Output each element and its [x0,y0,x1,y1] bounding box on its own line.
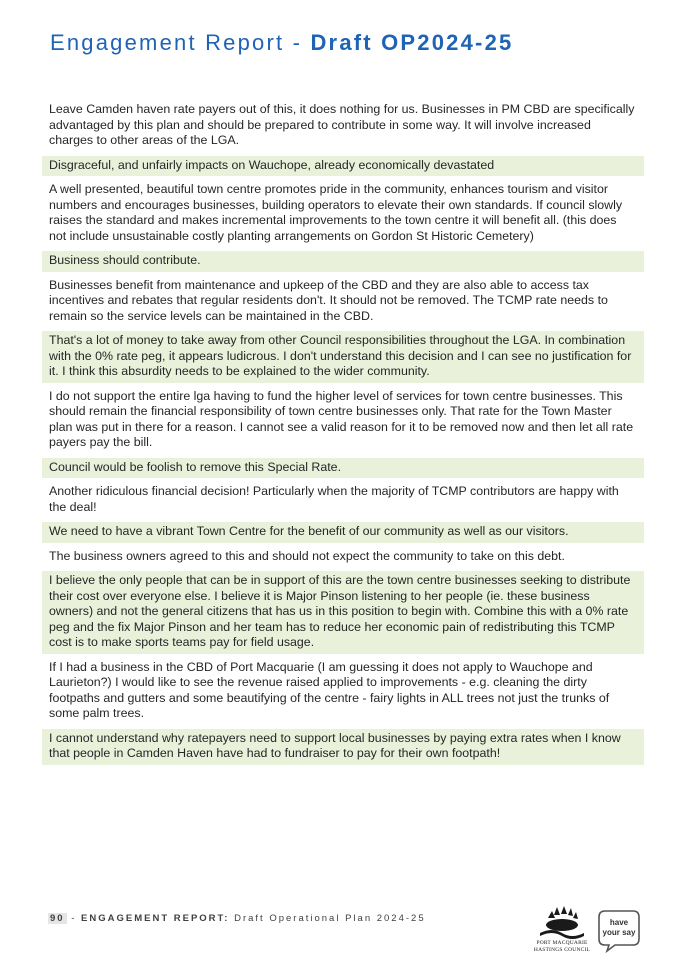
footer-separator: - [66,913,82,924]
comment-item: We need to have a vibrant Town Centre for the benefit of our community as well as our visitors. [42,522,644,543]
comment-item: That's a lot of money to take away from other Council responsibilities throughout the LGA. In combination with the 0% rate peg, it appears ludicrous. I don't understand this decision and I can see no justification for it. I think this absurdity needs to be explained to the wider community. [42,331,644,383]
logo-line-1: PORT MACQUARIE [536,940,588,946]
comments-list [42,100,644,769]
page-title-bold: Draft OP2024-25 [310,30,514,55]
badge-line-1: have [609,918,629,927]
footer-doc-name: Draft Operational Plan 2024-25 [229,913,426,924]
comment-item: If I had a business in the CBD of Port Macquarie (I am guessing it does not apply to Wauchope and Laurieton?) I would like to see the revenue raised applied to improvements - e.g. cleaning the dirty footpaths and gutters and some beautifying of the centre - fairy lights in ALL trees not just the trunks of some palm trees. [49,659,610,720]
comment-item: The business owners agreed to this and should not expect the community to take on this debt. [49,548,565,563]
page-number: 90 [50,913,65,924]
comment-item: Another ridiculous financial decision! Particularly when the majority of TCMP contributors are happy with the deal! [49,484,619,514]
page-title [50,30,670,56]
comment-item: Disgraceful, and unfairly impacts on Wauchope, already economically devastated [42,156,644,177]
footer-report-label: ENGAGEMENT REPORT: [81,913,230,924]
council-logo-text [530,940,594,953]
comment-item: Businesses benefit from maintenance and upkeep of the CBD and they are also able to access tax incentives and rebates that regular residents don't. It should not be removed. The TCMP rate needs to remain so the service levels can be maintained in the CBD. [49,277,608,323]
logo-line-2: HASTINGS COUNCIL [533,946,591,953]
comment-item: I believe the only people that can be in support of this are the town centre businesses seeking to distribute their cost over everyone else. I believe it is Major Pinson listening to her people (ie. these business owners) and not the general citizens that has us in this position to begin with. Combine this with a 0% rate peg and the fix Major Pinson and her team has to reduce her economic pain of redistributing this TCMP cost is to make sports teams pay for field usage. [42,571,644,654]
have-your-say-badge[interactable] [597,909,641,953]
have-your-say-text [599,918,639,938]
badge-line-2: your say [602,928,636,937]
comment-item: I do not support the entire lga having to fund the higher level of services for town centre businesses. This should remain the financial responsibility of town centre businesses only. That rate for the Town Master plan was put in there for a reason. I cannot see a valid reason for it to be removed now and then let all rate payers pay the bill. [49,388,634,449]
comment-item: I cannot understand why ratepayers need to support local businesses by paying extra rates when I know that people in Camden Haven have had to fundraiser to pay for their own footpath! [42,729,644,765]
page-title-prefix: Engagement Report - [50,30,303,55]
comment-item: Council would be foolish to remove this Special Rate. [42,458,644,479]
page-footer [48,913,426,924]
comment-item: A well presented, beautiful town centre promotes pride in the community, enhances tourism and visitor numbers and encourages businesses, building operators to elevate their own standards. If council slowly raises the standard and makes incremental improvements to the town centre it will benefit all. (this does not include unsustainable costly planting arrangements on Gordon St Historic Cemetery) [49,182,623,243]
comment-item: Business should contribute. [42,251,644,272]
comment-item: Leave Camden haven rate payers out of this, it does nothing for us. Businesses in PM CBD are specifically advantaged by this plan and should be prepared to contribute in some way. It will involve increased charges to other areas of the LGA. [49,102,635,147]
